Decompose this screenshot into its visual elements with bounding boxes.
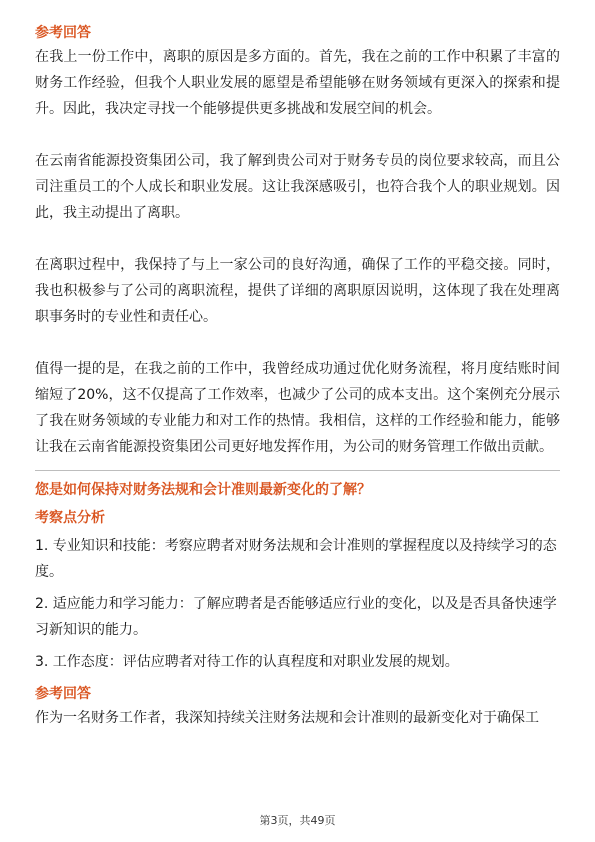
analysis-item-1: 1. 专业知识和技能：考察应聘者对财务法规和会计准则的掌握程度以及持续学习的态度。 [35,538,557,580]
analysis-item-3: 3. 工作态度：评估应聘者对待工作的认真程度和对职业发展的规划。 [35,654,459,670]
answer-paragraph-next: 作为一名财务工作者，我深知持续关注财务法规和会计准则的最新变化对于确保工 [35,710,539,726]
analysis-item-2: 2. 适应能力和学习能力：了解应聘者是否能够适应行业的变化，以及是否具备快速学习新知识的能力。 [35,596,557,638]
answer-paragraph-4: 值得一提的是，在我之前的工作中，我曾经成功通过优化财务流程，将月度结账时间缩短了20%，这不仅提高了工作效率，也减少了公司的成本支出。这个案例充分展示了我在财务领域的专业能力和对工作的热情。我相信，这样的工作经验和能力，能够让我在云南省能源投资集团公司更好地发挥作用，为公司的财务管理工作做出贡献。 [35,361,560,455]
page-number: 第3页，共49页 [259,814,336,827]
page-content [35,22,560,731]
answer-paragraph-2: 在云南省能源投资集团公司，我了解到贵公司对于财务专员的岗位要求较高，而且公司注重员工的个人成长和职业发展。这让我深感吸引，也符合我个人的职业规划。因此，我主动提出了离职。 [35,153,560,221]
section-divider [35,470,560,471]
question-title: 您是如何保持对财务法规和会计准则最新变化的了解？ [35,482,371,498]
analysis-label: 考察点分析 [35,510,105,526]
answer-paragraph-3: 在离职过程中，我保持了与上一家公司的良好沟通，确保了工作的平稳交接。同时，我也积极参与了公司的离职流程，提供了详细的离职原因说明，这体现了我在处理离职事务时的专业性和责任心。 [35,257,560,325]
answer-label: 参考回答 [35,25,91,41]
answer-paragraph-1: 在我上一份工作中，离职的原因是多方面的。首先，我在之前的工作中积累了丰富的财务工作经验，但我个人职业发展的愿望是希望能够在财务领域有更深入的探索和提升。因此，我决定寻找一个能够提供更多挑战和发展空间的机会。 [35,49,560,117]
answer-label-2: 参考回答 [35,686,91,702]
